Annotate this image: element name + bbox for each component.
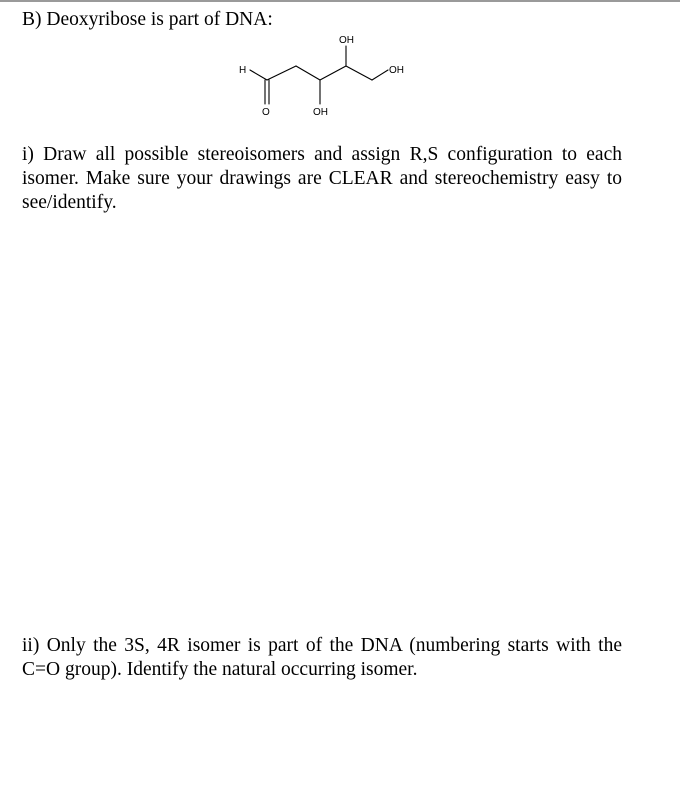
question-ii: ii) Only the 3S, 4R isomer is part of the DNA (numbering starts with the C=O group). Identify the natural occurring isomer. bbox=[22, 635, 622, 680]
c3-hydroxyl-label: OH bbox=[313, 107, 328, 118]
bond-h-c1 bbox=[250, 70, 267, 80]
c5-hydroxyl-label: OH bbox=[389, 65, 404, 76]
deoxyribose-structure bbox=[0, 0, 680, 130]
question-i: i) Draw all possible stereoisomers and assign R,S configuration to each isomer. Make sure your drawings are CLEAR and stereochemistry easy to see/identify. bbox=[22, 144, 622, 213]
bond-c4-c5 bbox=[346, 66, 372, 80]
bond-c1-c2 bbox=[267, 66, 296, 80]
c4-hydroxyl-label: OH bbox=[339, 35, 354, 46]
bond-c2-c3 bbox=[296, 66, 320, 80]
bond-c3-c4 bbox=[320, 66, 346, 80]
carbonyl-o-label: O bbox=[262, 107, 270, 118]
bond-c5-oh bbox=[372, 70, 388, 80]
aldehyde-h-label: H bbox=[239, 65, 247, 76]
section-heading: B) Deoxyribose is part of DNA: bbox=[22, 9, 273, 30]
